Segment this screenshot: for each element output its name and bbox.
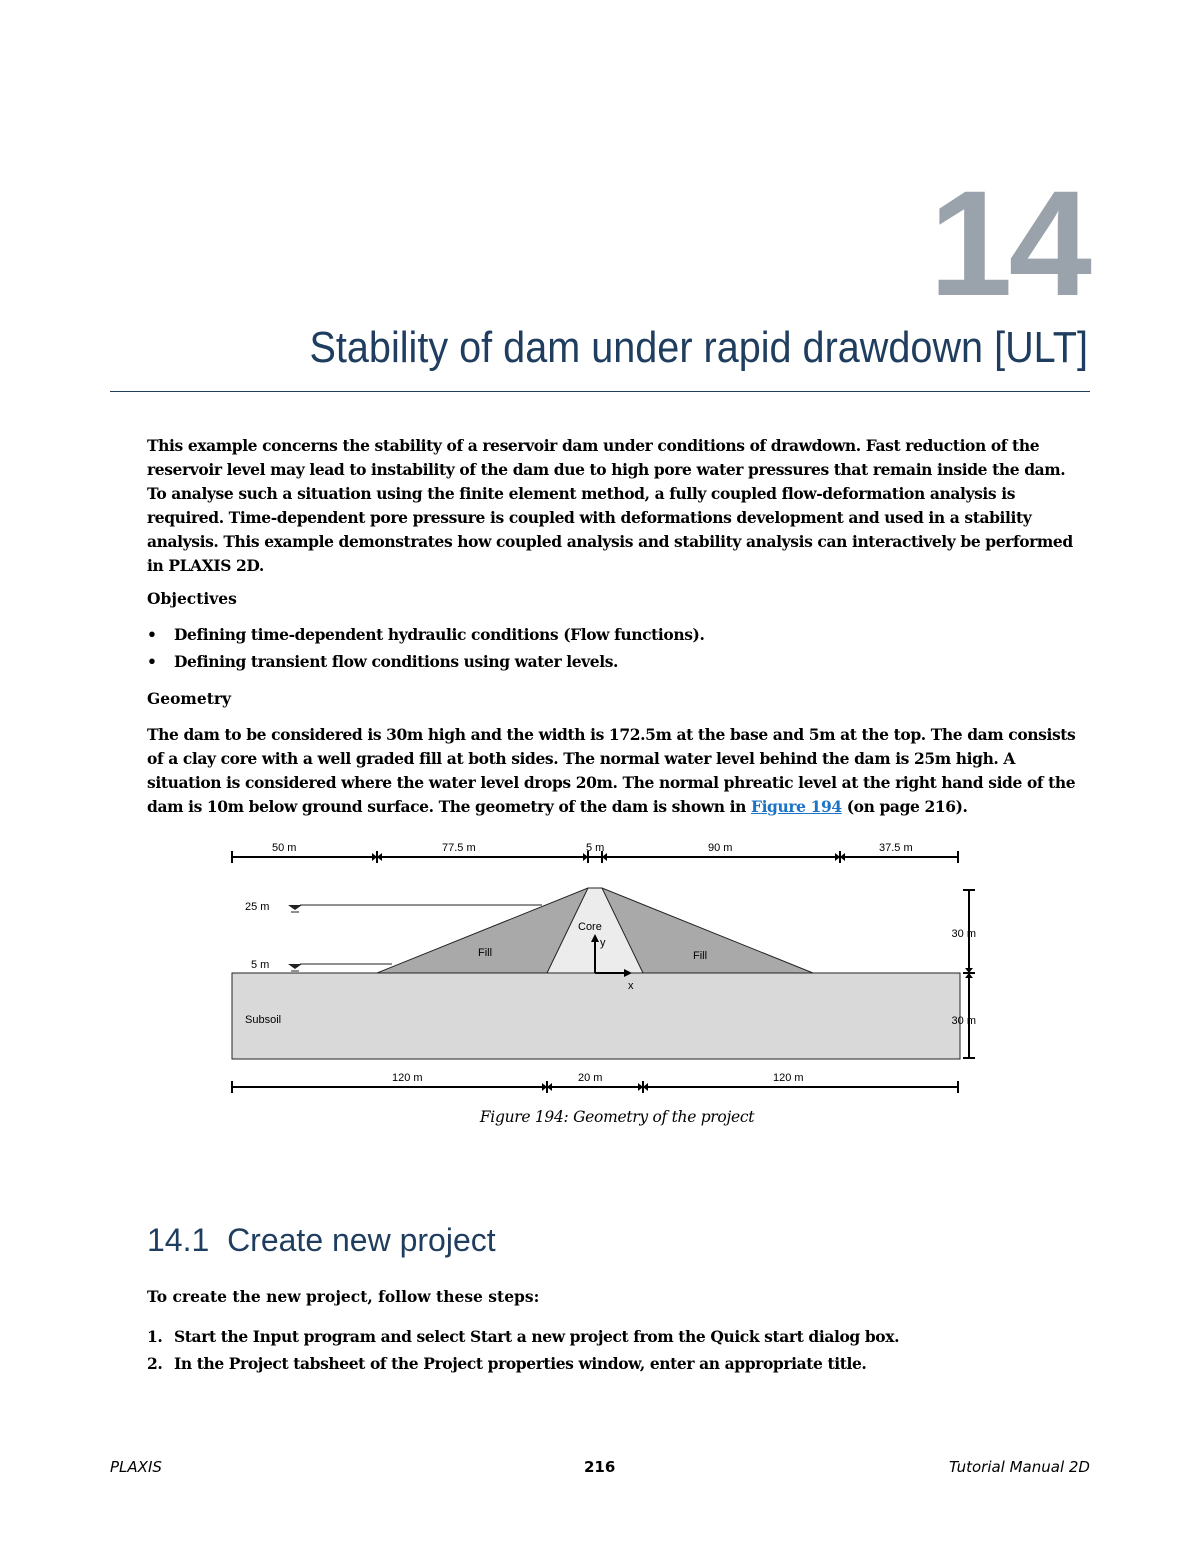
water-level-label: 5 m <box>251 959 270 971</box>
figure-caption: Figure 194: Geometry of the project <box>479 1108 755 1126</box>
figure-link[interactable]: Figure 194 <box>750 797 842 816</box>
chapter-number: 14 <box>929 159 1088 327</box>
dim-top: 37.5 m <box>879 842 913 854</box>
water-level-icon <box>288 964 302 971</box>
axis-x-label: x <box>628 980 634 992</box>
chapter-title: Stability of dam under rapid drawdown [ULT] <box>309 323 1088 372</box>
fill-label-right: Fill <box>693 950 708 962</box>
dim-right: 30 m <box>951 928 976 940</box>
dim-top: 5 m <box>586 842 605 854</box>
dim-bottom: 20 m <box>578 1072 603 1084</box>
core-label: Core <box>578 921 602 933</box>
dam-geometry-figure <box>220 832 980 1102</box>
step-item: 1. Start the Input program and select Start a new project from the Quick start dialog box. <box>147 1327 900 1346</box>
geometry-paragraph: The dam to be considered is 30m high and the width is 172.5m at the base and 5m at the top. The dam consists of a clay core with a well graded fill at both sides. The normal water level behind the dam is 25m high. A situation is considered where the water level drops 20m. The normal phreatic level at the right hand side of the dam is 10m below ground surface. The geometry of the dam is shown in Figure 194 (on page 216). <box>147 725 1076 816</box>
fill-label-left: Fill <box>478 947 493 959</box>
dim-top: 50 m <box>272 842 297 854</box>
dim-top: 77.5 m <box>442 842 476 854</box>
section-intro: To create the new project, follow these steps: <box>147 1287 540 1306</box>
dim-bottom: 120 m <box>773 1072 804 1084</box>
dim-top: 90 m <box>708 842 733 854</box>
step-item: 2. In the Project tabsheet of the Project properties window, enter an appropriate title. <box>147 1354 867 1373</box>
objective-item: • Defining transient flow conditions using water levels. <box>147 652 619 671</box>
axis-y-label: y <box>600 937 606 949</box>
water-level-label: 25 m <box>245 901 270 913</box>
geometry-heading: Geometry <box>147 689 232 708</box>
bullet-icon: • <box>147 625 157 644</box>
objective-item: • Defining time-dependent hydraulic conditions (Flow functions). <box>147 625 705 644</box>
title-divider <box>110 391 1090 392</box>
footer-page-number: 216 <box>584 1458 616 1476</box>
subsoil-label: Subsoil <box>245 1014 282 1026</box>
bullet-icon: • <box>147 652 157 671</box>
subsoil-region <box>232 973 960 1059</box>
intro-paragraph: This example concerns the stability of a reservoir dam under conditions of drawdown. Fast reduction of the reservoir level may lead to instability of the dam due to high pore water pressures that remain inside the dam. To analyse such a situation using the finite element method, a fully coupled flow-deformation analysis is required. Time-dependent pore pressure is coupled with deformations development and used in a stability analysis. This example demonstrates how coupled analysis and stability analysis can interactively be performed in PLAXIS 2D. <box>147 436 1073 575</box>
section-title: 14.1 Create new project <box>147 1222 496 1258</box>
footer-right: Tutorial Manual 2D <box>948 1458 1090 1476</box>
objectives-heading: Objectives <box>147 589 237 608</box>
water-level-icon <box>288 905 302 912</box>
footer-left: PLAXIS <box>110 1458 162 1476</box>
dim-bottom: 120 m <box>392 1072 423 1084</box>
dim-right: 30 m <box>951 1015 976 1027</box>
